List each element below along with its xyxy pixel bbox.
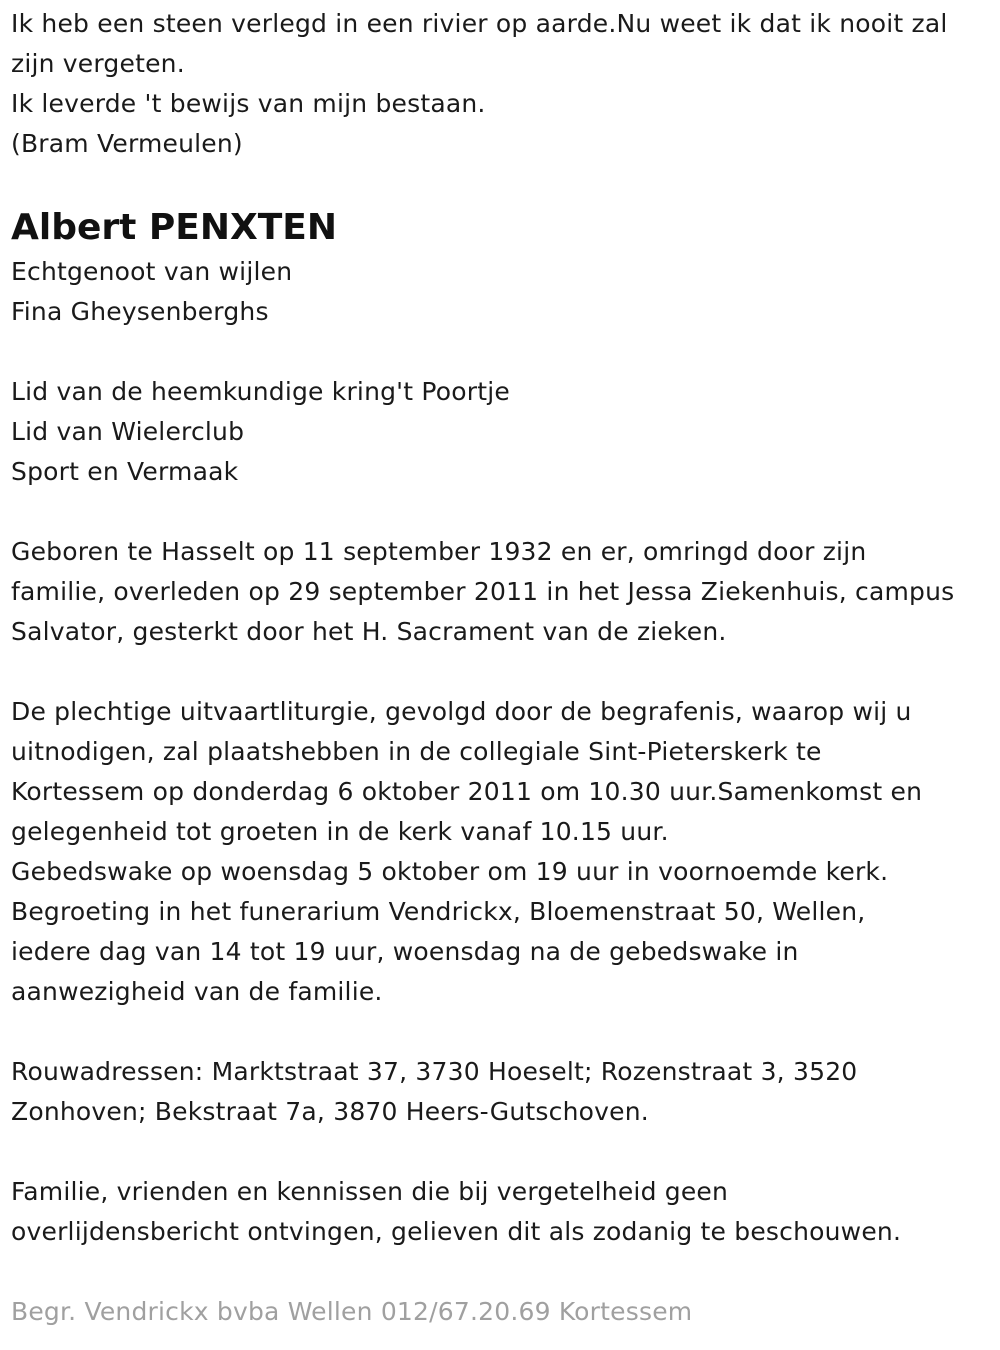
deceased-section (11, 204, 996, 332)
obituary-notice (11, 4, 996, 1332)
memberships-section (11, 372, 996, 492)
funeral-line: gelegenheid tot groeten in de kerk vanaf 10.15 uur. (11, 817, 669, 846)
birth-death-line: Geboren te Hasselt op 11 september 1932 en er, omringd door zijn (11, 537, 867, 566)
spacer (11, 492, 996, 532)
poem-line: Ik heb een steen verlegd in een rivier op aarde.Nu weet ik dat ik nooit zal (11, 9, 948, 38)
membership-line: Lid van Wielerclub (11, 417, 245, 446)
spacer (11, 332, 996, 372)
addresses-section (11, 1052, 996, 1132)
poem-section (11, 4, 996, 164)
funeral-line: De plechtige uitvaartliturgie, gevolgd door de begrafenis, waarop wij u (11, 697, 912, 726)
spacer (11, 1132, 996, 1172)
spacer (11, 164, 996, 204)
birth-death-line: familie, overleden op 29 september 2011 in het Jessa Ziekenhuis, campus (11, 577, 955, 606)
funeral-line: iedere dag van 14 tot 19 uur, woensdag na de gebedswake in (11, 937, 799, 966)
poem-line: zijn vergeten. (11, 49, 185, 78)
funeral-line: Begroeting in het funerarium Vendrickx, Bloemenstraat 50, Wellen, (11, 897, 866, 926)
deceased-name: Albert PENXTEN (11, 207, 338, 248)
membership-line: Sport en Vermaak (11, 457, 239, 486)
spacer (11, 1012, 996, 1052)
funeral-section (11, 692, 996, 1012)
poem-line: Ik leverde 't bewijs van mijn bestaan. (11, 89, 486, 118)
birth-death-line: Salvator, gesterkt door het H. Sacrament van de zieken. (11, 617, 727, 646)
membership-line: Lid van de heemkundige kring't Poortje (11, 377, 510, 406)
spacer (11, 652, 996, 692)
spacer (11, 1252, 996, 1292)
spouse-line: Fina Gheysenberghs (11, 297, 269, 326)
funeral-home-footer: Begr. Vendrickx bvba Wellen 012/67.20.69 Kortessem (11, 1297, 693, 1326)
funeral-line: aanwezigheid van de familie. (11, 977, 383, 1006)
funeral-line: uitnodigen, zal plaatshebben in de collegiale Sint-Pieterskerk te (11, 737, 822, 766)
poem-author: (Bram Vermeulen) (11, 129, 243, 158)
spouse-line: Echtgenoot van wijlen (11, 257, 293, 286)
notice-line: overlijdensbericht ontvingen, gelieven dit als zodanig te beschouwen. (11, 1217, 902, 1246)
notice-line: Familie, vrienden en kennissen die bij vergetelheid geen (11, 1177, 729, 1206)
birth-death-section (11, 532, 996, 652)
funeral-line: Kortessem op donderdag 6 oktober 2011 om 10.30 uur.Samenkomst en (11, 777, 923, 806)
address-line: Zonhoven; Bekstraat 7a, 3870 Heers-Gutschoven. (11, 1097, 649, 1126)
funeral-line: Gebedswake op woensdag 5 oktober om 19 uur in voornoemde kerk. (11, 857, 889, 886)
address-line: Rouwadressen: Marktstraat 37, 3730 Hoeselt; Rozenstraat 3, 3520 (11, 1057, 858, 1086)
notice-section (11, 1172, 996, 1252)
